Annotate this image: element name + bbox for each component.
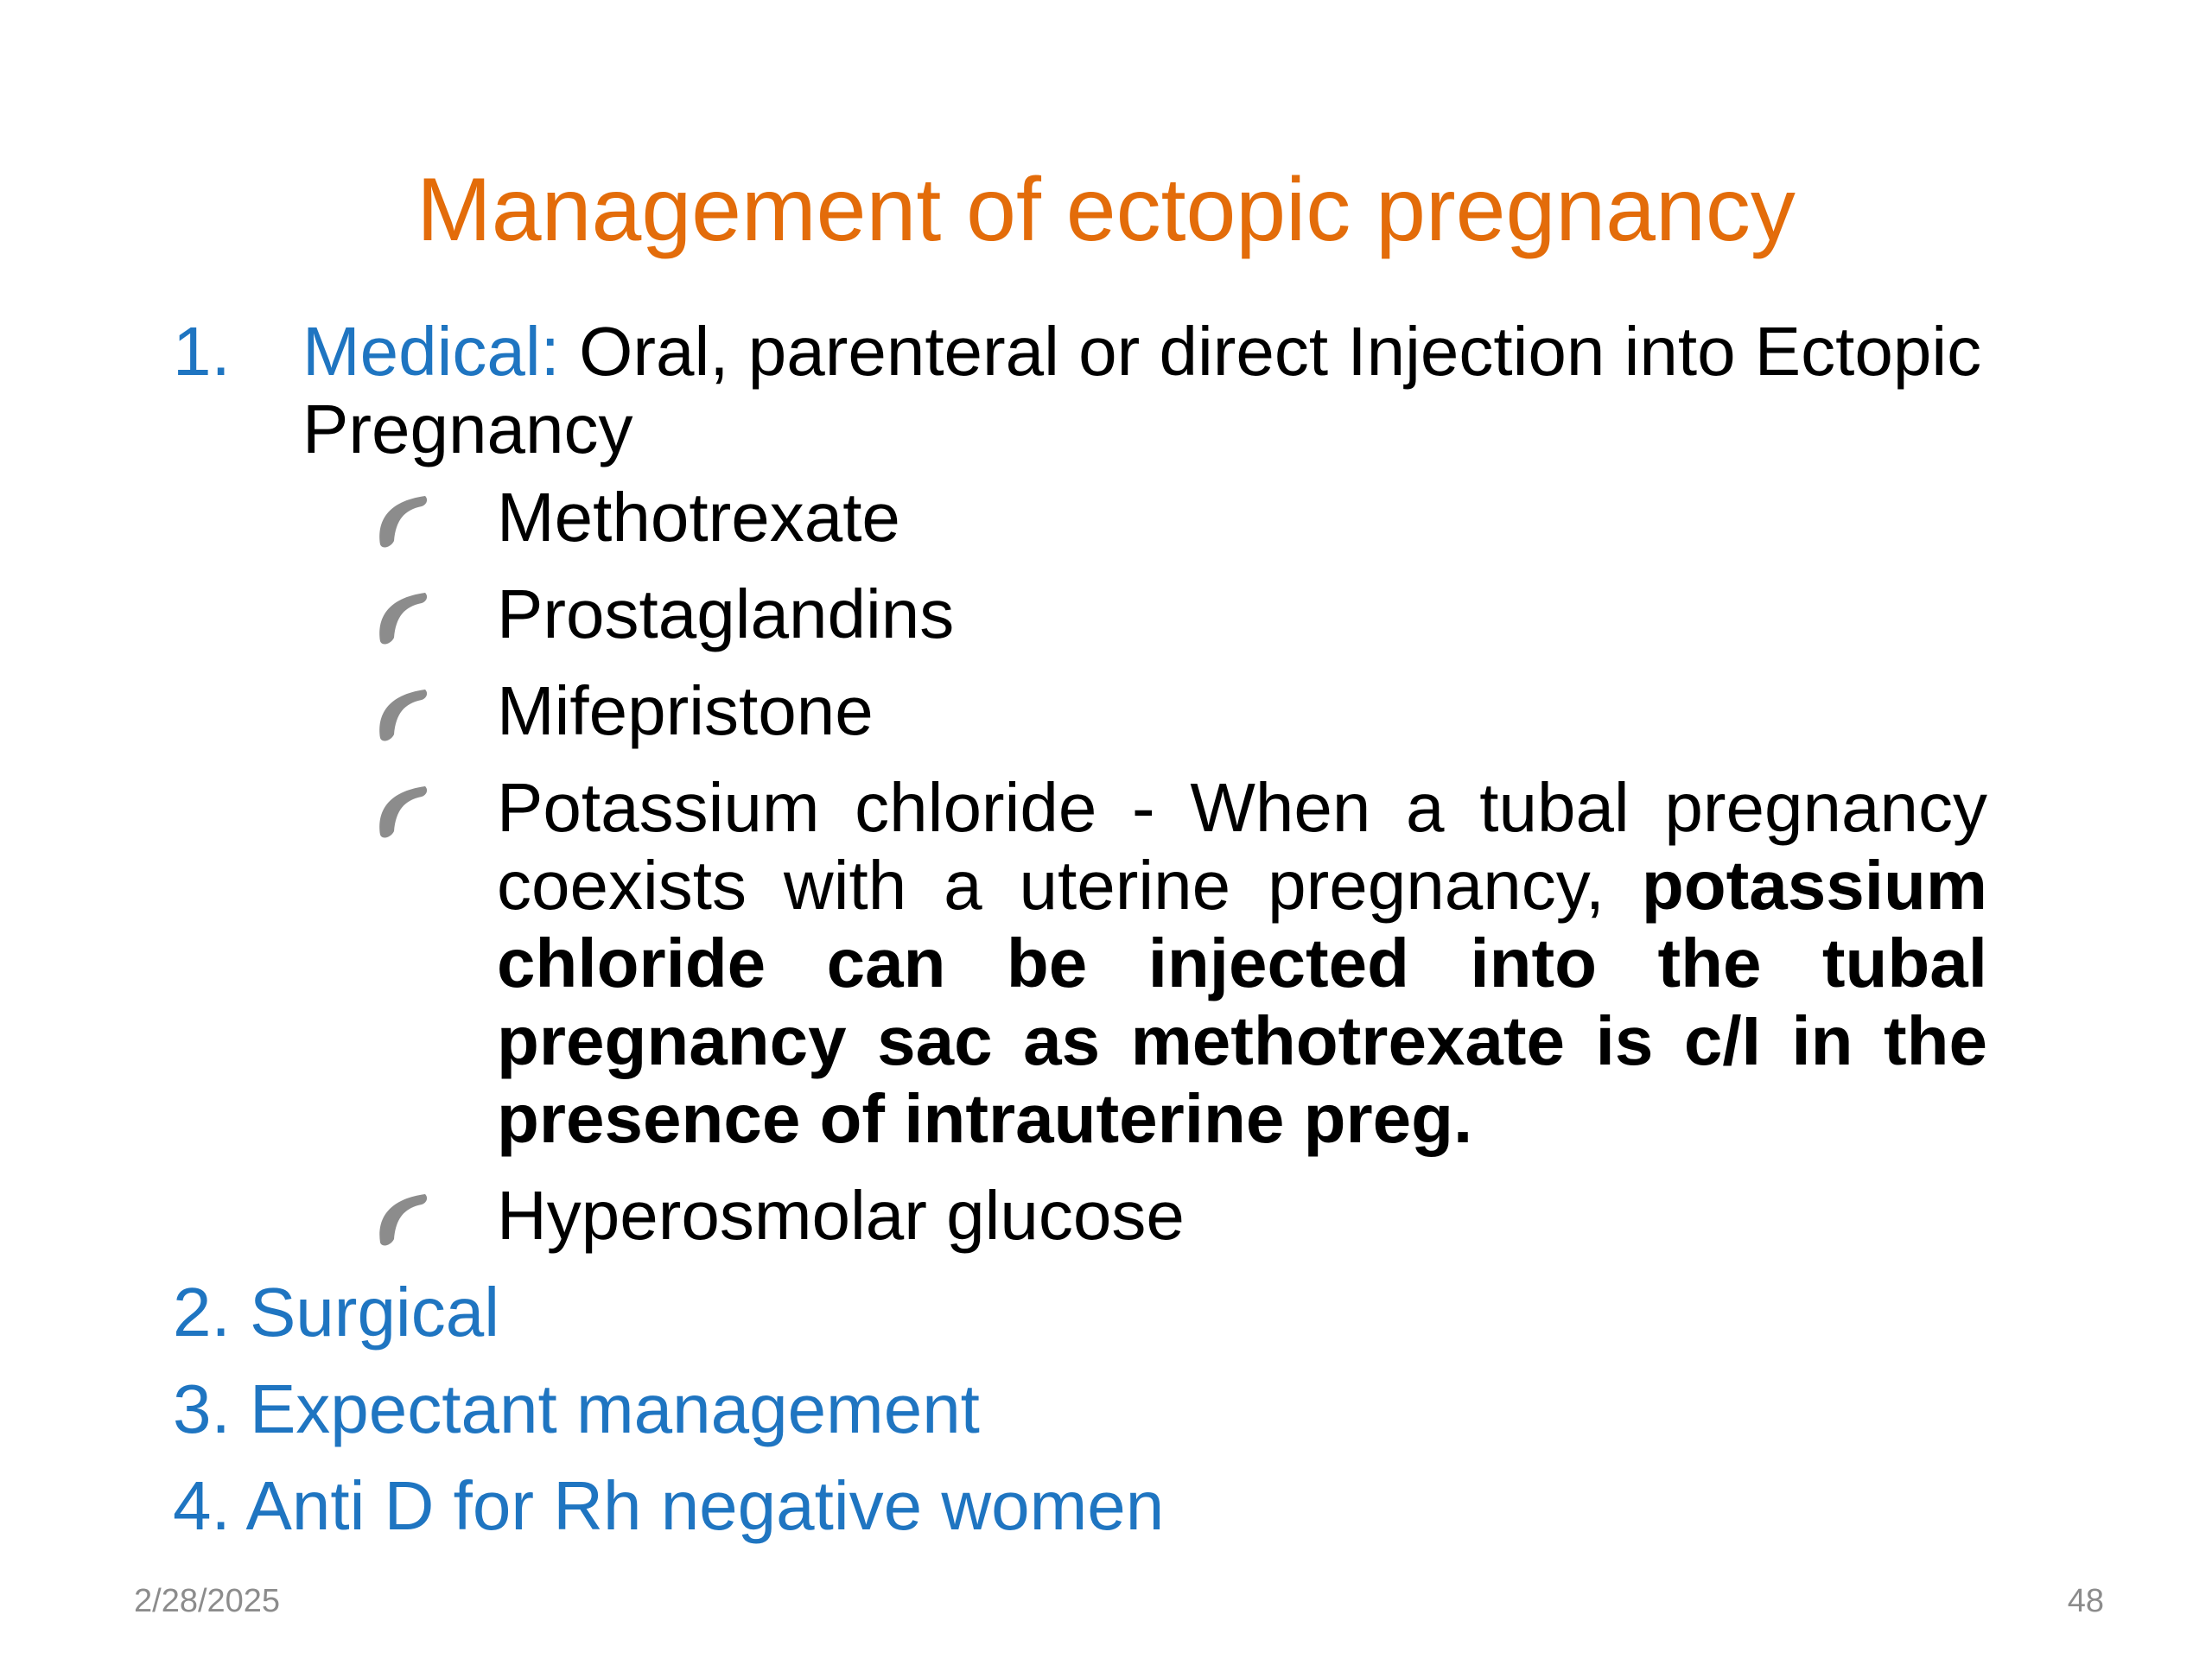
curved-bullet-icon	[372, 491, 434, 551]
list-item-text: Methotrexate	[497, 479, 900, 556]
medical-sublist	[372, 479, 2126, 1255]
list-item-text: Potassium chloride - When a tubal pregnancy coexists with a uterine pregnancy,	[497, 769, 1987, 924]
list-item-surgical: 2. Surgical	[173, 1274, 499, 1351]
content-area	[173, 313, 2126, 1564]
page-number: 48	[2067, 1583, 2104, 1619]
curved-bullet-icon	[372, 1189, 434, 1249]
list-item-text: Prostaglandins	[497, 575, 955, 652]
list-item-text: Hyperosmolar glucose	[497, 1177, 1185, 1254]
curved-bullet-icon	[372, 588, 434, 648]
list-item	[372, 1177, 1987, 1255]
medical-label: Medical:	[302, 313, 560, 390]
list-item-medical	[173, 313, 2126, 468]
footer-date: 2/28/2025	[134, 1583, 281, 1619]
curved-bullet-icon	[372, 684, 434, 745]
list-item	[372, 672, 1987, 750]
medical-description: Oral, parenteral or direct Injection into Ectopic Pregnancy	[302, 313, 1982, 467]
list-item	[372, 769, 1987, 1158]
list-item-bold-text: potassium chloride can be injected into the tubal pregnancy sac as methotrexate is c/I in the presence of intrauterine preg.	[497, 847, 1987, 1157]
list-item-text: Mifepristone	[497, 672, 874, 749]
item-number: 1.	[173, 313, 231, 390]
list-item	[372, 479, 1987, 556]
slide-title: Management of ectopic pregnancy	[416, 160, 1796, 260]
list-item-expectant: 3. Expectant management	[173, 1370, 980, 1447]
list-item	[372, 575, 1987, 653]
curved-bullet-icon	[372, 781, 434, 842]
list-item-anti-d: 4. Anti D for Rh negative women	[173, 1467, 1165, 1544]
